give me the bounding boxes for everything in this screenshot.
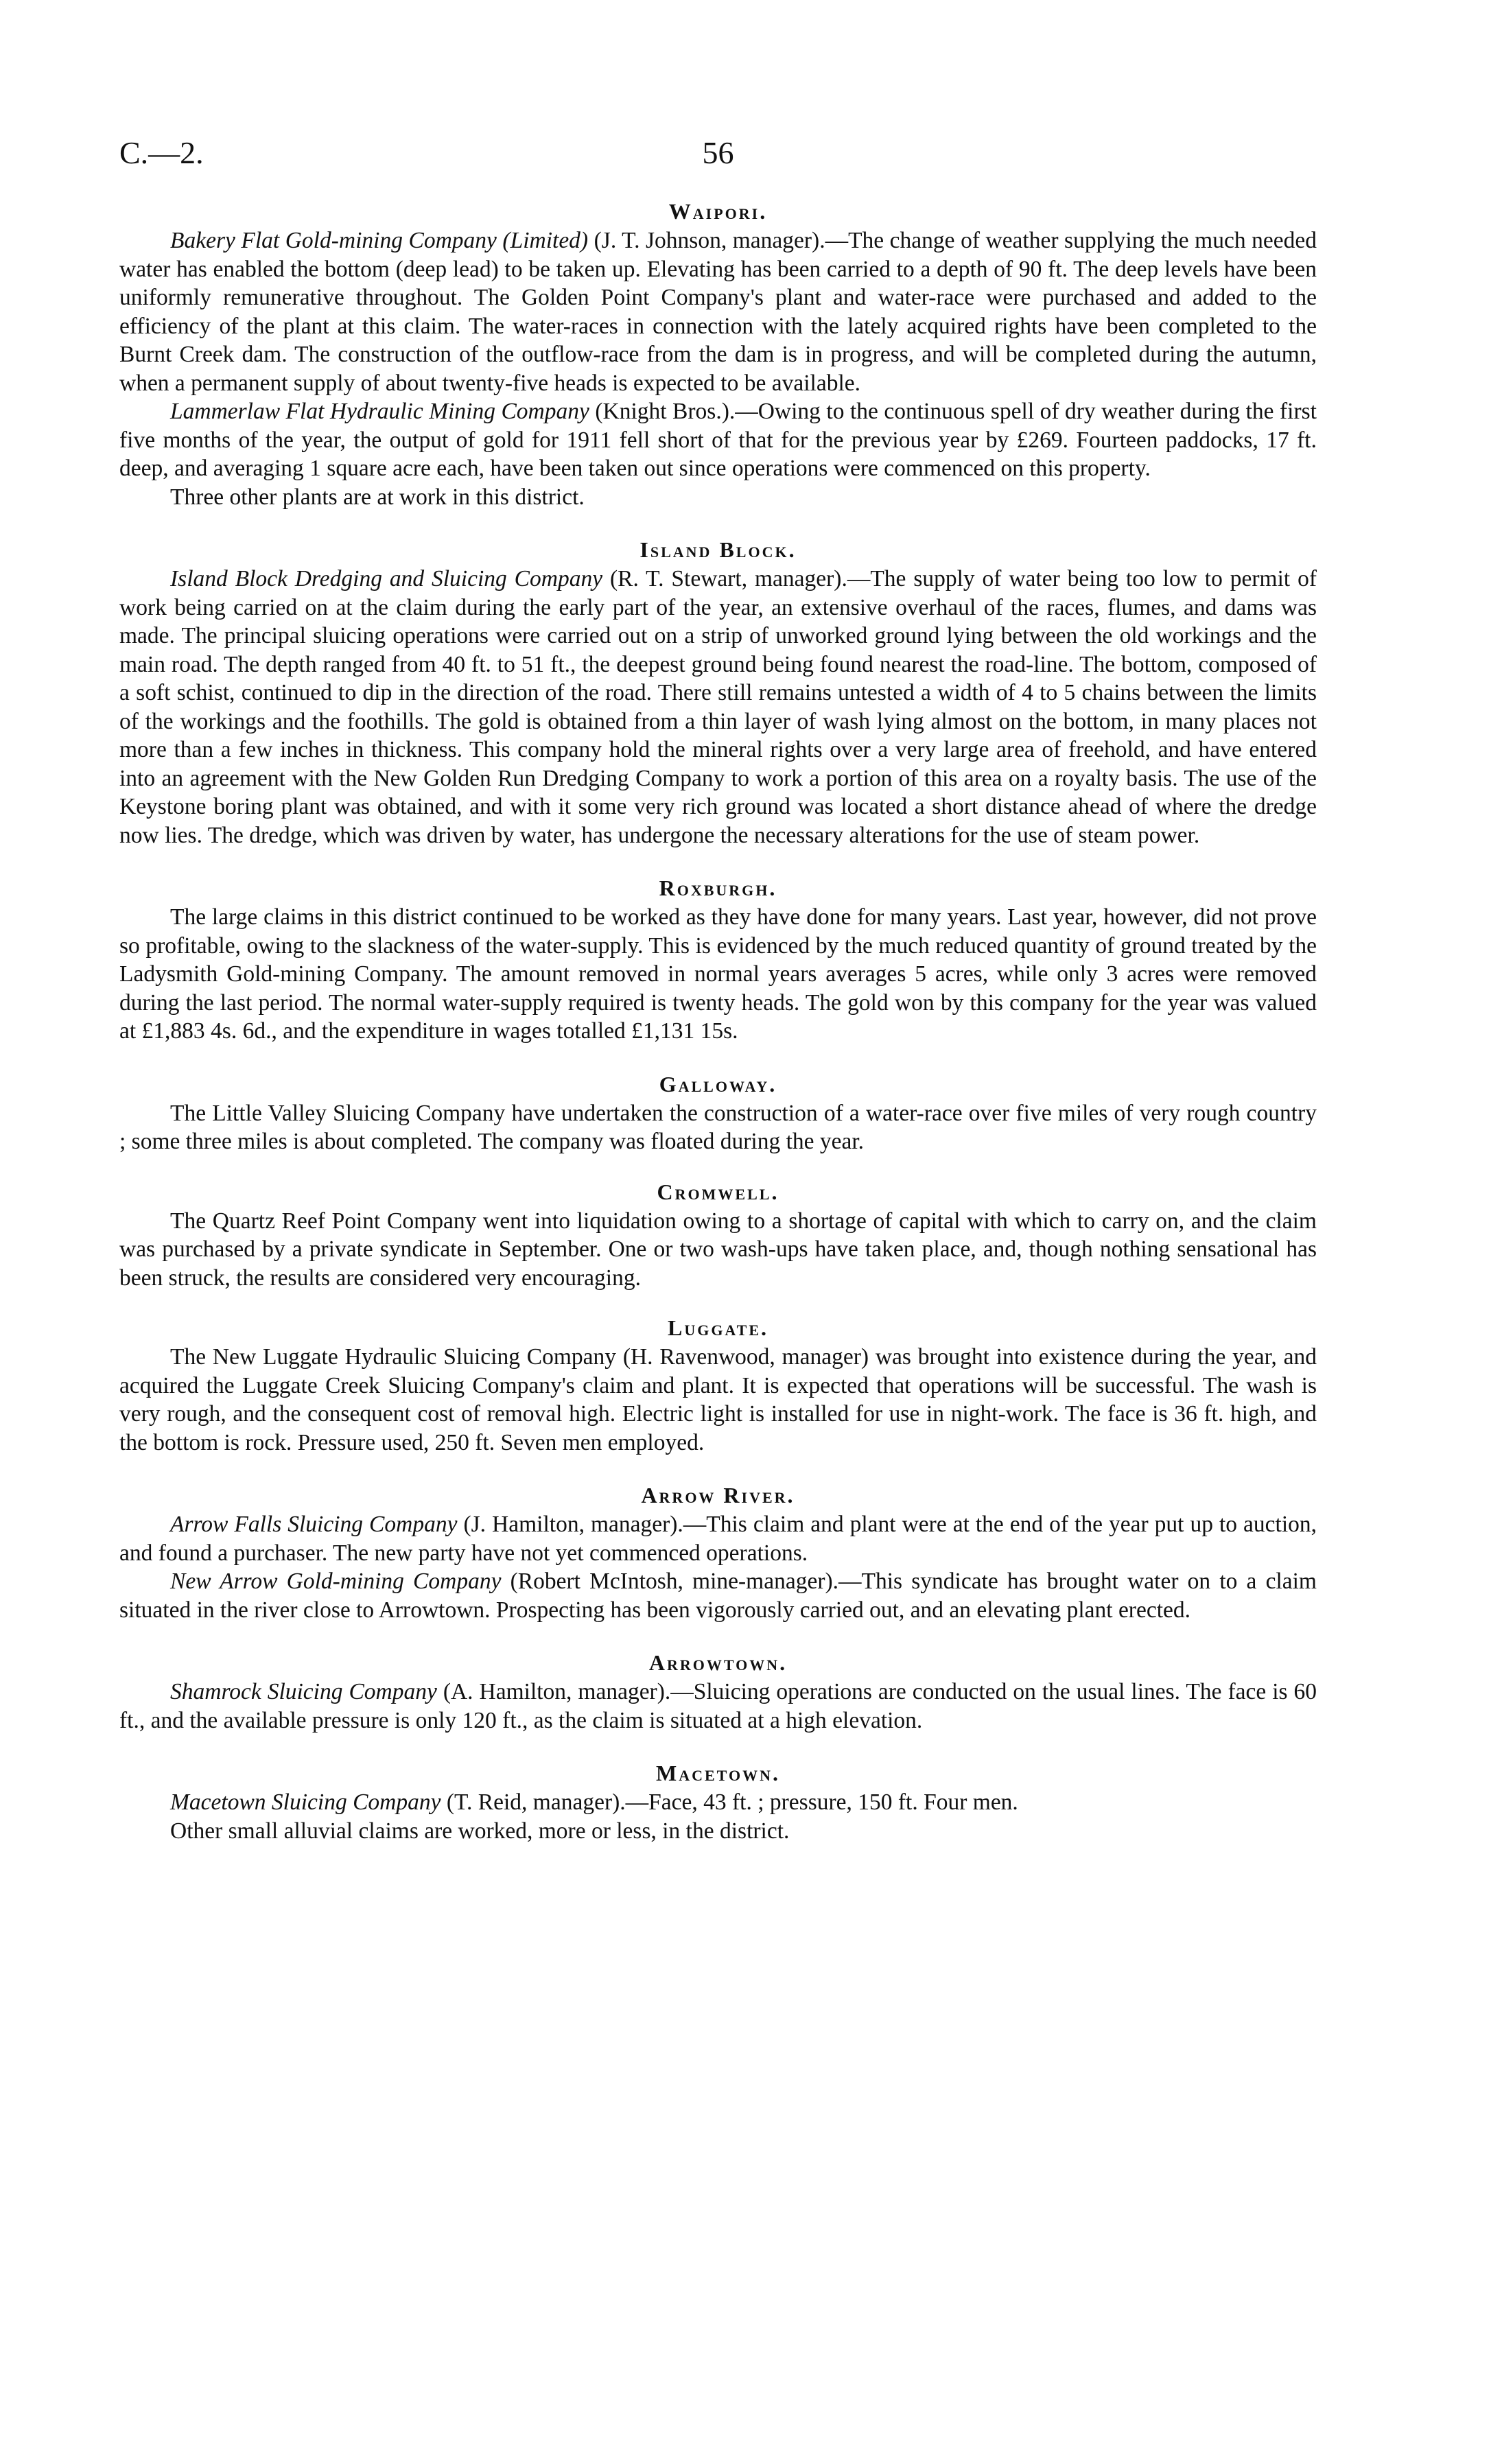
section-heading-galloway: Galloway. [659, 1071, 777, 1096]
company-name: Island Block Dredging and Sluicing Company [170, 566, 603, 591]
paragraph [119, 1678, 1317, 1735]
section-heading-cromwell: Cromwell. [657, 1179, 779, 1204]
paragraph [119, 483, 1317, 512]
company-name: Macetown Sluicing Company [170, 1790, 441, 1815]
paragraph-text: (J. T. Johnson, manager).—The change of weather supplying the much needed water has enabled the bottom (deep lead) to be taken up. Elevating has been carried to a depth of 90 ft. The deep levels have been uniformly remunerative throughout. The Golden Point Company's plant and water-race were purchased and added to the efficiency of the plant at this claim. The water-races in connection with the lately acquired rights have been completed to the Burnt Creek dam. The construction of the outflow-race from the dam is in progress, and will be completed during the autumn, when a permanent supply of about twenty-five heads is expected to be available. [119, 228, 1317, 396]
paragraph [119, 397, 1317, 483]
paragraph [119, 1788, 1317, 1817]
paragraph [119, 1817, 1317, 1846]
paragraph [119, 1567, 1317, 1624]
paragraph [119, 1343, 1317, 1457]
report-reference: C.—2. [119, 135, 204, 170]
section-heading-roxburgh: Roxburgh. [659, 876, 777, 900]
paragraph-text: (J. Hamilton, manager).—This claim and plant were at the end of the year put up to auction, and found a purchaser. The new party have not yet commenced operations. [119, 1512, 1317, 1566]
section-heading-macetown: Macetown. [656, 1761, 780, 1785]
page-header [119, 134, 1317, 176]
paragraph [119, 1099, 1317, 1156]
paragraph-text: Other small alluvial claims are worked, more or less, in the district. [170, 1818, 790, 1844]
paragraph-text: The New Luggate Hydraulic Sluicing Company (H. Ravenwood, manager) was brought into existence during the year, and acquired the Luggate Creek Sluicing Company's claim and plant. It is expected that operations will be successful. The wash is very rough, and the consequent cost of removal high. Electric light is installed for use in night-work. The face is 36 ft. high, and the bottom is rock. Pressure used, 250 ft. Seven men employed. [119, 1344, 1317, 1455]
section-heading-arrow-river: Arrow River. [641, 1483, 795, 1507]
paragraph [119, 1207, 1317, 1293]
section-heading-arrowtown: Arrowtown. [648, 1650, 788, 1675]
section-heading-island-block: Island Block. [639, 537, 797, 562]
paragraph-text: (Knight Bros.).—Owing to the continuous spell of dry weather during the first five months of the year, the output of gold for 1911 fell short of that for the previous year by £269. Fourteen paddocks, 17 ft. deep, and averaging 1 square acre each, have been taken out since operations were commenced on this property. [119, 399, 1317, 481]
paragraph-text: Three other plants are at work in this district. [170, 484, 585, 510]
section-heading-luggate: Luggate. [667, 1315, 769, 1340]
paragraph-text: The large claims in this district continued to be worked as they have done for many years. Last year, however, did not prove so profitable, owing to the slackness of the water-supply. This is evidenced by the much reduced quantity of ground treated by the Ladysmith Gold-mining Company. The amount removed in normal years averages 5 acres, while only 3 acres were removed during the last period. The normal water-supply required is twenty heads. The gold won by this company for the year was valued at £1,883 4s. 6d., and the expenditure in wages totalled £1,131 15s. [119, 904, 1317, 1044]
paragraph [119, 903, 1317, 1046]
company-name: Bakery Flat Gold-mining Company (Limited) [170, 228, 589, 253]
paragraph [119, 565, 1317, 849]
paragraph-text: (Robert McIntosh, mine-manager).—This syndicate has brought water on to a claim situated in the river close to Arrowtown. Prospecting has been vigorously carried out, and an elevating plant erected. [119, 1569, 1317, 1623]
company-name: Shamrock Sluicing Company [170, 1679, 437, 1704]
paragraph-text: (R. T. Stewart, manager).—The supply of water being too low to permit of work being carried on at the claim during the early part of the year, an extensive overhaul of the races, flumes, and dams was made. The principal sluicing operations were carried out on a strip of unworked ground lying between the old workings and the main road. The depth ranged from 40 ft. to 51 ft., the deepest ground being found nearest the road-line. The bottom, composed of a soft schist, continued to dip in the direction of the road. There still remains untested a width of 4 to 5 chains between the limits of the workings and the foothills. The gold is obtained from a thin layer of wash lying almost on the bottom, in many places not more than a few inches in thickness. This company hold the mineral rights over a very large area of freehold, and have entered into an agreement with the New Golden Run Dredging Company to work a portion of this area on a royalty basis. The use of the Keystone boring plant was obtained, and with it some very rich ground was located a short distance ahead of where the dredge now lies. The dredge, which was driven by water, has undergone the necessary alterations for the use of steam power. [119, 566, 1317, 848]
paragraph [119, 1510, 1317, 1567]
paragraph-text: (A. Hamilton, manager).—Sluicing operations are conducted on the usual lines. The face is 60 ft., and the available pressure is only 120 ft., as the claim is situated at a high elevation. [119, 1679, 1317, 1733]
paragraph-text: The Quartz Reef Point Company went into liquidation owing to a shortage of capital with which to carry on, and the claim was purchased by a private syndicate in September. One or two wash-ups have taken place, and, though nothing sensational has been struck, the results are considered very encouraging. [119, 1208, 1317, 1291]
company-name: Lammerlaw Flat Hydraulic Mining Company [170, 399, 589, 424]
company-name: Arrow Falls Sluicing Company [170, 1512, 458, 1537]
paragraph [119, 226, 1317, 397]
page-body [119, 196, 1317, 1845]
paragraph-text: The Little Valley Sluicing Company have undertaken the construction of a water-race over five miles of very rough country ; some three miles is about completed. The company was floated during the year. [119, 1100, 1317, 1154]
page-number: 56 [702, 135, 734, 170]
paragraph-text: (T. Reid, manager).—Face, 43 ft. ; pressure, 150 ft. Four men. [441, 1790, 1018, 1815]
section-heading-waipori: Waipori. [668, 199, 768, 224]
company-name: New Arrow Gold-mining Company [170, 1569, 502, 1594]
